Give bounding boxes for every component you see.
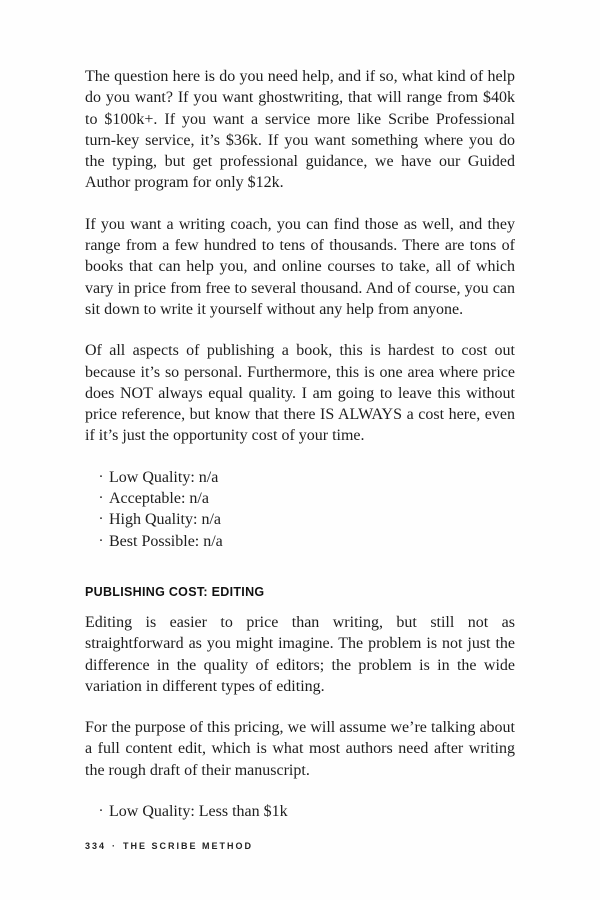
book-title: THE SCRIBE METHOD (123, 841, 254, 851)
body-paragraph: Editing is easier to price than writing, but still not as straightforward as you might imagine. The problem is not just the difference in the quality of editors; the problem is in the wide variation in different types of editing. (85, 613, 515, 695)
section-heading: PUBLISHING COST: EDITING (85, 584, 265, 599)
list-item (85, 467, 515, 488)
page-content (85, 66, 515, 842)
list-item (85, 488, 515, 509)
list-item-label: Low Quality: Less than $1k (109, 803, 288, 821)
list-item (85, 531, 515, 552)
footer-separator: · (112, 841, 118, 851)
bullet-marker: · (98, 511, 104, 528)
body-paragraph: For the purpose of this pricing, we will assume we’re talking about a full content edit, which is what most authors need after writing the rough draft of their manuscript. (85, 719, 515, 779)
body-paragraph: If you want a writing coach, you can find those as well, and they range from a few hundred to tens of thousands. There are tons of books that can help you, and online courses to take, all of which vary in price from free to several thousand. And of course, you can sit down to write it yourself without any help from anyone. (85, 215, 515, 318)
bullet-marker: · (98, 490, 104, 507)
list-item-label: Low Quality: n/a (109, 468, 219, 486)
bullet-marker: · (98, 532, 104, 549)
list-item-label: High Quality: n/a (109, 511, 221, 529)
price-list-editing (85, 801, 515, 822)
list-item-label: Best Possible: n/a (109, 532, 223, 550)
bullet-marker: · (98, 803, 104, 820)
body-paragraph: Of all aspects of publishing a book, this is hardest to cost out because it’s so personal. Furthermore, this is one area where price does NOT always equal quality. I am going to leave this without price reference, but know that there IS ALWAYS a cost here, even if it’s just the opportunity cost of your time. (85, 342, 515, 445)
list-item-label: Acceptable: n/a (109, 490, 209, 508)
price-list-writing (85, 467, 515, 552)
page-number: 334 (85, 841, 107, 851)
body-paragraph: The question here is do you need help, and if so, what kind of help do you want? If you want ghostwriting, that will range from $40k to $100k+. If you want a service more like Scribe Professional turn-key service, it’s $36k. If you want something where you do the typing, but get professional guidance, we have our Guided Author program for only $12k. (85, 68, 515, 192)
list-item (85, 509, 515, 530)
list-item (85, 801, 515, 822)
bullet-marker: · (98, 468, 104, 485)
page-footer (85, 841, 253, 851)
